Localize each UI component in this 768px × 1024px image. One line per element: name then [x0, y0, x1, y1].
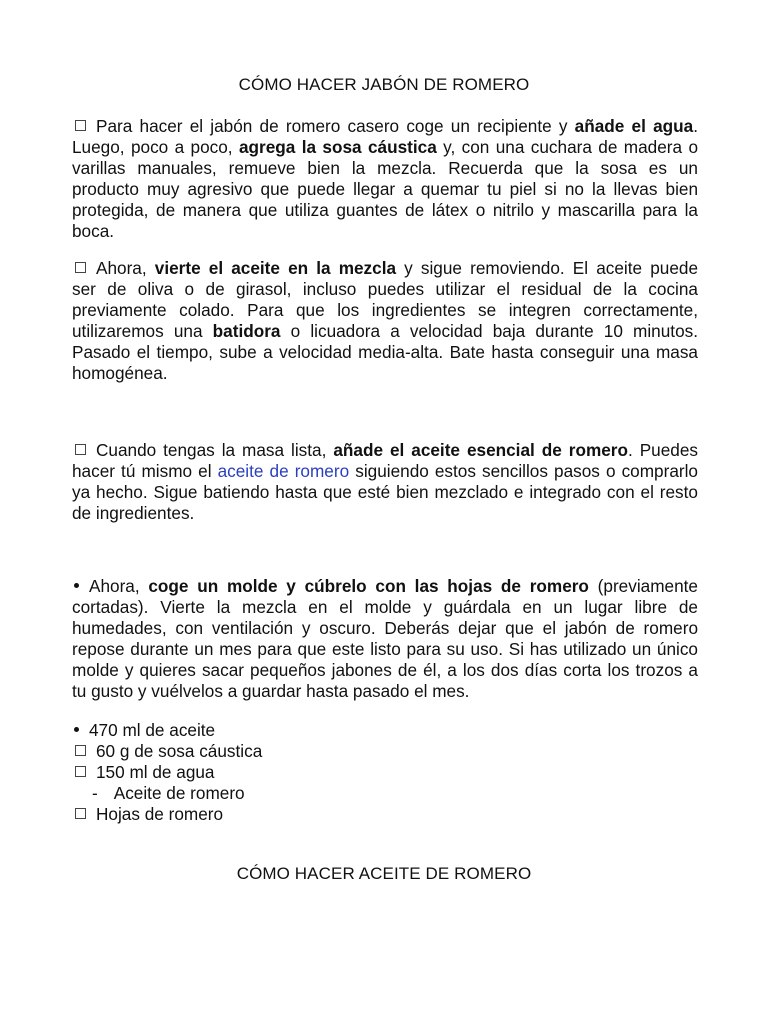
- paragraph-line: [72, 116, 698, 137]
- bold-text: añade el agua: [574, 116, 694, 136]
- dash-bullet-icon: -: [92, 783, 98, 803]
- paragraph-4: [72, 576, 698, 702]
- bold-text: coge un molde y cúbrelo con las hojas de romero: [148, 576, 589, 596]
- bold-text: añade el aceite esencial de romero: [333, 440, 628, 460]
- dot-bullet-icon: [74, 727, 79, 732]
- paragraph-line: [72, 321, 698, 342]
- ingredient-text: 470 ml de aceite: [89, 720, 216, 740]
- text-run: Para hacer el jabón de romero casero coge un recipiente y: [96, 116, 575, 136]
- text-run: y, con una cuchara de madera o: [436, 137, 699, 157]
- ingredients-list: [72, 720, 698, 825]
- ingredient-text: Hojas de romero: [96, 804, 224, 824]
- text-run: .: [693, 116, 698, 136]
- checkbox-bullet-icon: [75, 120, 86, 131]
- paragraph-2: [72, 258, 698, 384]
- paragraph-line: [72, 137, 698, 158]
- text-run: hacer tú mismo el: [72, 461, 218, 481]
- checkbox-bullet-icon: [75, 745, 86, 756]
- paragraph-line: tu gusto y vuélvelos a guardar hasta pasado el mes.: [72, 681, 470, 701]
- text-run: y sigue removiendo. El aceite puede: [396, 258, 698, 278]
- paragraph-line: [72, 258, 698, 279]
- bold-text: batidora: [212, 321, 281, 341]
- list-item: [72, 741, 698, 762]
- text-run: Ahora,: [96, 258, 155, 278]
- text-run: Ahora,: [89, 576, 149, 596]
- text-run: siguiendo estos sencillos pasos o comprarlo: [349, 461, 698, 481]
- paragraph-line: ser de oliva o de girasol, incluso puedes utilizar el residual de la cocina: [72, 279, 698, 299]
- list-item: [72, 762, 698, 783]
- aceite-de-romero-link[interactable]: aceite de romero: [217, 461, 350, 481]
- text-run: (previamente: [588, 576, 698, 596]
- paragraph-line: molde y quieres sacar pequeños jabones de él, a los dos días corta los trozos a: [72, 660, 698, 680]
- bold-text: vierte el aceite en la mezcla: [154, 258, 397, 278]
- checkbox-bullet-icon: [75, 766, 86, 777]
- page-title: CÓMO HACER JABÓN DE ROMERO: [238, 75, 530, 94]
- text-run: utilizaremos una: [72, 321, 213, 341]
- paragraph-line: de ingredientes.: [72, 503, 195, 523]
- ingredient-text: 60 g de sosa cáustica: [96, 741, 263, 761]
- paragraph-line: cortadas). Vierte la mezcla en el molde y guárdala en un lugar libre de: [72, 597, 698, 617]
- paragraph-3: [72, 440, 698, 524]
- dot-bullet-icon: [74, 583, 79, 588]
- list-item: [72, 720, 698, 741]
- section-title: CÓMO HACER ACEITE DE ROMERO: [236, 864, 532, 883]
- ingredient-text: 150 ml de agua: [96, 762, 215, 782]
- paragraph-line: previamente colado. Para que los ingredientes se integren correctamente,: [72, 300, 698, 320]
- paragraph-line: Pasado el tiempo, sube a velocidad media-alta. Bate hasta conseguir una masa: [72, 342, 698, 362]
- checkbox-bullet-icon: [75, 262, 86, 273]
- list-item: [72, 783, 698, 804]
- paragraph-line: [72, 440, 698, 461]
- paragraph-line: varillas manuales, remueve bien la mezcla. Recuerda que la sosa es un: [72, 158, 698, 178]
- checkbox-bullet-icon: [75, 444, 86, 455]
- paragraph-line: homogénea.: [72, 363, 168, 383]
- text-run: Cuando tengas la masa lista,: [96, 440, 334, 460]
- paragraph-line: protegida, de manera que utiliza guantes de látex o nitrilo y mascarilla para la: [72, 200, 698, 220]
- ingredient-text: Aceite de romero: [113, 783, 245, 803]
- paragraph-line: ya hecho. Sigue batiendo hasta que esté bien mezclado e integrado con el resto: [72, 482, 698, 502]
- paragraph-line: producto muy agresivo que puede llegar a quemar tu piel si no la llevas bien: [72, 179, 698, 199]
- text-run: o licuadora a velocidad baja durante 10 minutos.: [280, 321, 698, 341]
- paragraph-line: boca.: [72, 221, 115, 241]
- paragraph-line: [72, 461, 698, 482]
- paragraph-1: [72, 116, 698, 242]
- paragraph-line: repose durante un mes para que este listo para su uso. Si has utilizado un único: [72, 639, 698, 659]
- paragraph-line: humedades, con ventilación y oscuro. Deberás dejar que el jabón de romero: [72, 618, 698, 638]
- paragraph-line: [72, 576, 698, 597]
- text-run: Luego, poco a poco,: [72, 137, 239, 157]
- list-item: [72, 804, 698, 825]
- bold-text: agrega la sosa cáustica: [238, 137, 437, 157]
- checkbox-bullet-icon: [75, 808, 86, 819]
- text-run: . Puedes: [627, 440, 699, 460]
